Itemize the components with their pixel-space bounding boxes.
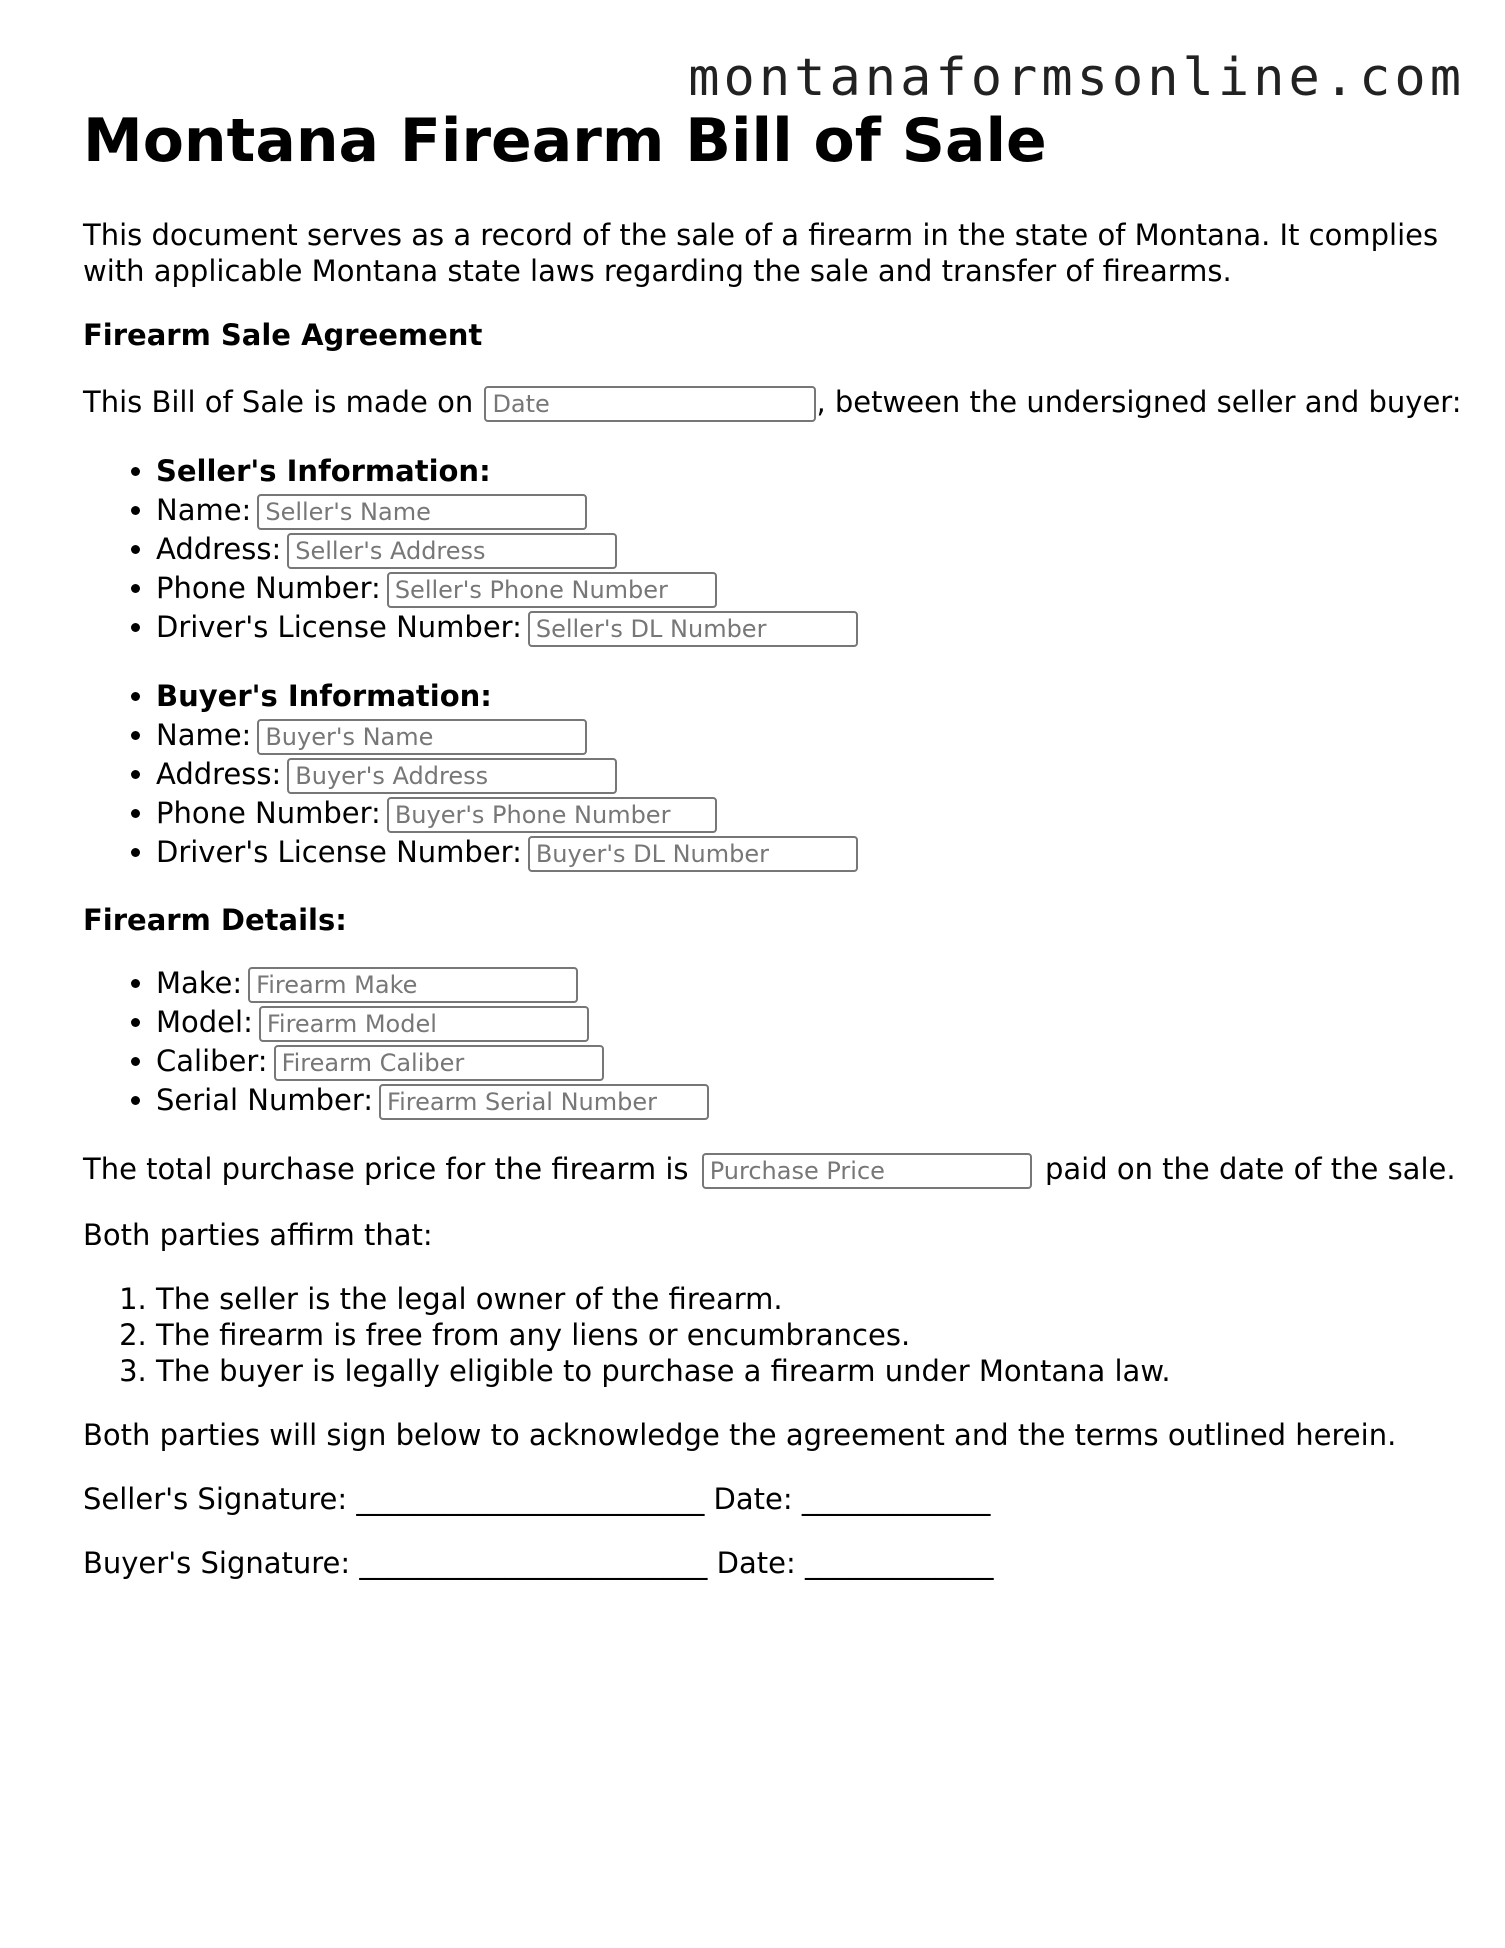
seller-dl-label: Driver's License Number:: [156, 610, 522, 644]
firearm-serial-input[interactable]: [379, 1084, 709, 1120]
made-on-paragraph: [83, 383, 1463, 422]
buyer-address-label: Address:: [156, 757, 282, 791]
list-item: [156, 569, 1463, 608]
firearm-caliber-input[interactable]: [274, 1045, 604, 1081]
buyer-name-input[interactable]: [257, 719, 587, 755]
buyer-phone-label: Phone Number:: [156, 796, 381, 830]
buyer-name-label: Name:: [156, 718, 252, 752]
list-item: [156, 755, 1463, 794]
price-text: The total purchase price for the firearm is: [83, 1152, 689, 1186]
buyer-date-label: Date:: [716, 1546, 796, 1580]
buyer-info-list: [83, 677, 1463, 872]
page-title: Montana Firearm Bill of Sale: [83, 106, 1047, 176]
sale-date-input[interactable]: [484, 386, 816, 422]
list-item: 3. The buyer is legally eligible to purchase a firearm under Montana law.: [156, 1353, 1463, 1389]
intro-paragraph: This document serves as a record of the sale of a firearm in the state of Montana. It complies with applicable Montana state laws regarding the sale and transfer of firearms.: [83, 218, 1439, 288]
seller-phone-label: Phone Number:: [156, 571, 381, 605]
seller-phone-input[interactable]: [387, 572, 717, 608]
list-item: [156, 608, 1463, 647]
list-item: [156, 1081, 1463, 1120]
firearm-caliber-label: Caliber:: [156, 1044, 268, 1078]
seller-info-list: [83, 452, 1463, 647]
firearm-make-input[interactable]: [248, 967, 578, 1003]
seller-date-label: Date:: [713, 1482, 793, 1516]
purchase-price-paragraph: [83, 1150, 1463, 1189]
price-suffix: paid on the date of the sale.: [1044, 1152, 1456, 1186]
agreement-heading: Firearm Sale Agreement: [83, 318, 483, 352]
buyer-signature-blank[interactable]: ________________________: [359, 1546, 708, 1580]
seller-info-heading: • Seller's Information:: [156, 452, 1463, 491]
buyer-dl-label: Driver's License Number:: [156, 835, 522, 869]
buyer-dl-input[interactable]: [528, 836, 858, 872]
buyer-date-blank[interactable]: _____________: [804, 1546, 994, 1580]
seller-name-label: Name:: [156, 493, 252, 527]
buyer-phone-input[interactable]: [387, 797, 717, 833]
affirm-intro: Both parties affirm that:: [83, 1218, 433, 1252]
list-item: [156, 964, 1463, 1003]
acknowledgement-paragraph: Both parties will sign below to acknowledge the agreement and the terms outlined herein.: [83, 1418, 1397, 1452]
firearm-details-heading: Firearm Details:: [83, 903, 347, 937]
list-item: [156, 833, 1463, 872]
site-watermark: montanaformsonline.com: [688, 48, 1465, 108]
document-page: [83, 105, 1463, 1581]
list-item: 1. The seller is the legal owner of the firearm.: [156, 1281, 1463, 1317]
seller-address-label: Address:: [156, 532, 282, 566]
buyer-signature-label: Buyer's Signature:: [83, 1546, 351, 1580]
firearm-serial-label: Serial Number:: [156, 1083, 374, 1117]
affirmations-list: [83, 1281, 1463, 1389]
list-item: [156, 491, 1463, 530]
purchase-price-input[interactable]: [702, 1153, 1032, 1189]
buyer-signature-line: [83, 1545, 1463, 1581]
seller-date-blank[interactable]: _____________: [801, 1482, 991, 1516]
seller-dl-input[interactable]: [528, 611, 858, 647]
buyer-address-input[interactable]: [287, 758, 617, 794]
list-item: [156, 716, 1463, 755]
firearm-details-list: [83, 964, 1463, 1120]
made-on-text: This Bill of Sale is made on: [83, 385, 474, 419]
seller-address-input[interactable]: [287, 533, 617, 569]
firearm-model-label: Model:: [156, 1005, 253, 1039]
list-item: [156, 1003, 1463, 1042]
list-item: 2. The firearm is free from any liens or encumbrances.: [156, 1317, 1463, 1353]
seller-signature-blank[interactable]: ________________________: [356, 1482, 705, 1516]
list-item: [156, 1042, 1463, 1081]
seller-signature-label: Seller's Signature:: [83, 1482, 348, 1516]
seller-name-input[interactable]: [257, 494, 587, 530]
made-on-suffix: , between the undersigned seller and buyer:: [816, 385, 1462, 419]
firearm-model-input[interactable]: [259, 1006, 589, 1042]
seller-signature-line: [83, 1481, 1463, 1517]
list-item: [156, 794, 1463, 833]
list-item: [156, 530, 1463, 569]
buyer-info-heading: • Buyer's Information:: [156, 677, 1463, 716]
firearm-make-label: Make:: [156, 966, 243, 1000]
